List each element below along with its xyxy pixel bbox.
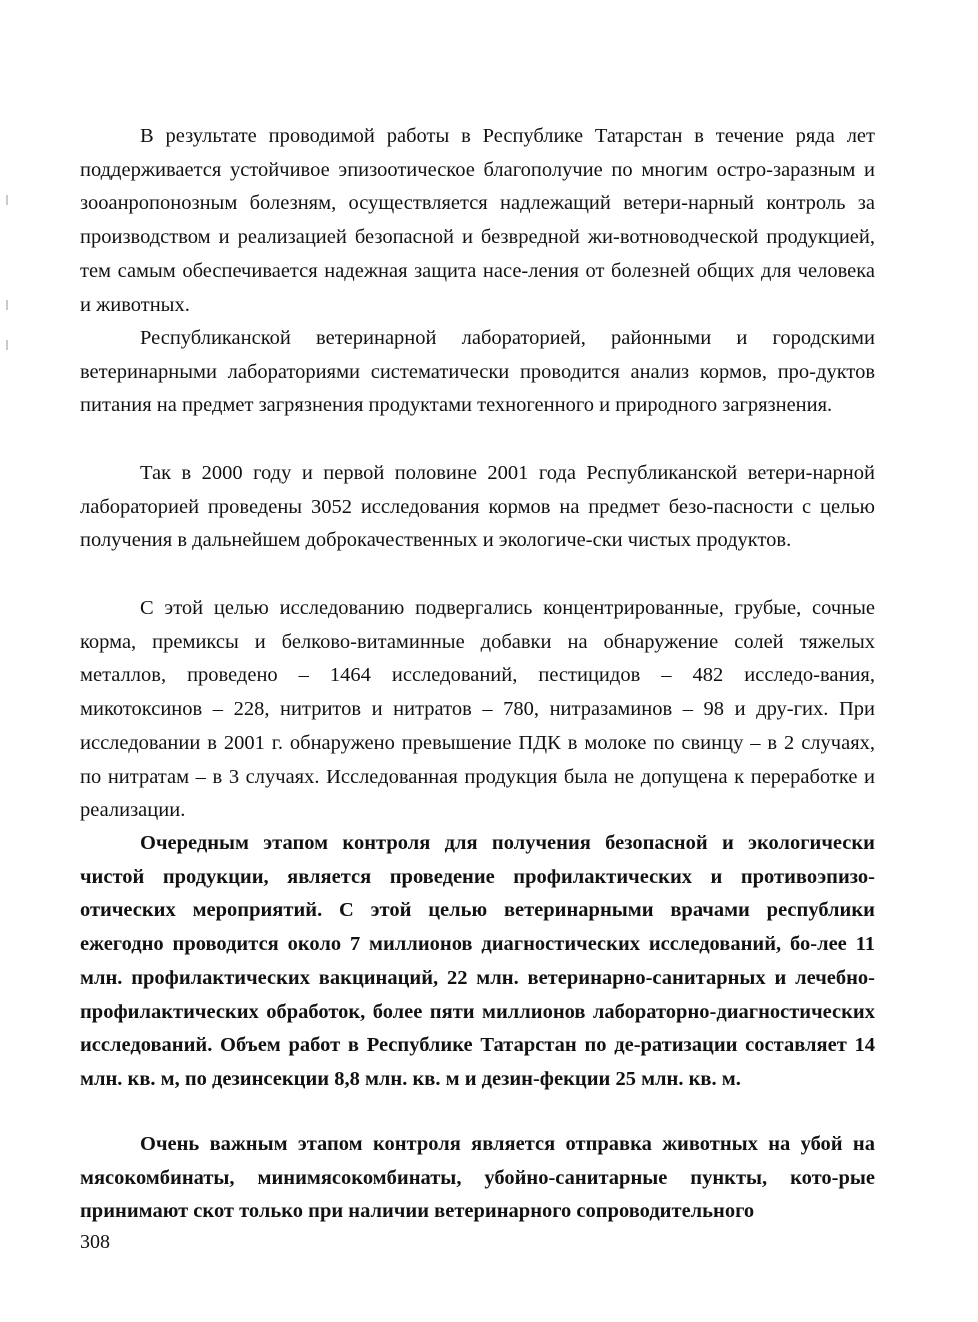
paragraph-1: В результате проводимой работы в Республике Татарстан в течение ряда лет поддерживается устойчивое эпизоотическое благополучие по многим остро-заразным и зооанропонозным болезням, осуществляется надлежащий ветери-нарный контроль за производством и реализацией безопасной и безвредной жи-вотноводческой продукцией, тем самым обеспечивается надежная защита насе-ления от болезней общих для человека и животных. (80, 125, 875, 316)
paragraph-2: Республиканской ветеринарной лабораторией, районными и городскими ветеринарными лабораториями систематически проводится анализ кормов, про-дуктов питания на предмет загрязнения продуктами техногенного и природного загрязнения. (80, 327, 875, 417)
paragraph-3: Так в 2000 году и первой половине 2001 года Республиканской ветери-нарной лабораторией проведены 3052 исследования кормов на предмет безо-пасности с целью получения в дальнейшем доброкачественных и экологиче-ски чистых продуктов. (80, 462, 875, 552)
paragraph-6: Очень важным этапом контроля является отправка животных на убой на мясокомбинаты, минимясокомбинаты, убойно-санитарные пункты, кото-рые принимают скот только при наличии ветеринарного сопроводительного (80, 1133, 875, 1223)
scan-artifact (6, 300, 8, 310)
scan-artifact (6, 195, 8, 205)
paragraph-4: С этой целью исследованию подвергались концентрированные, грубые, сочные корма, премиксы и белково-витаминные добавки на обнаружение солей тяжелых металлов, проведено – 1464 исследований, пестицидов – 482 исследо-вания, микотоксинов – 228, нитритов и нитратов – 780, нитразаминов – 98 и дру-гих. При исследовании в 2001 г. обнаружено превышение ПДК в молоке по свинцу – в 2 случаях, по нитратам – в 3 случаях. Исследованная продукция была не допущена к переработке и реализации. (80, 597, 875, 822)
page-number: 308 (80, 1231, 110, 1253)
paragraph-5: Очередным этапом контроля для получения безопасной и экологически чистой продукции, является проведение профилактических и противоэпизо-отических мероприятий. С этой целью ветеринарными врачами республики ежегодно проводится около 7 миллионов диагностических исследований, бо-лее 11 млн. профилактических вакцинаций, 22 млн. ветеринарно-санитарных и лечебно-профилактических обработок, более пяти миллионов лабораторно-диагностических исследований. Объем работ в Республике Татарстан по де-ратизации составляет 14 млн. кв. м, по дезинсекции 8,8 млн. кв. м и дезин-фекции 25 млн. кв. м. (80, 832, 875, 1090)
scan-artifact (6, 340, 8, 350)
